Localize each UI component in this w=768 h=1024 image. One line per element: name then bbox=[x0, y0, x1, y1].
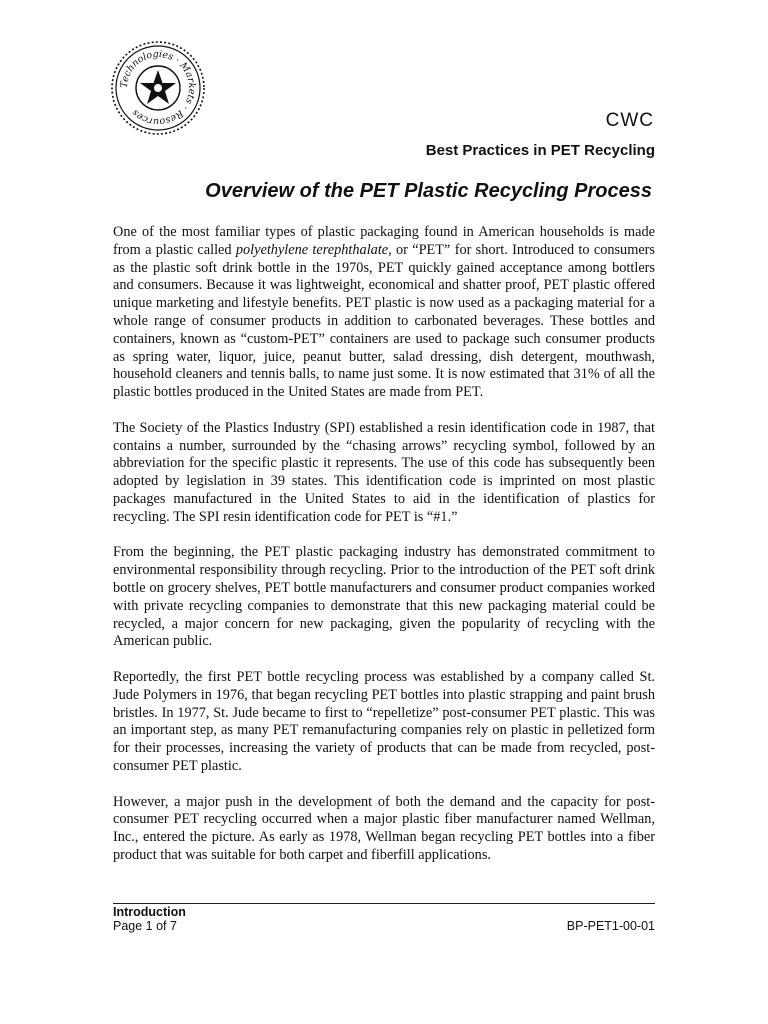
paragraph: However, a major push in the development of both the demand and the capacity for post-consumer PET recycling occurred when a major plastic fiber manufacturer named Wellman, Inc., entered the picture. As early as 1978, Wellman began recycling PET bottles into a fiber product that was suitable for both carpet and fiberfill applications. bbox=[113, 793, 655, 863]
paragraph: The Society of the Plastics Industry (SPI) established a resin identification code in 1987, that contains a number, surrounded by the “chasing arrows” recycling symbol, followed by an abbreviation for the specific plastic it represents. The use of this code has subsequently been adopted by legislation in 39 states. This identification code is imprinted on most plastic packages manufactured in the United States to aid in the identification of plastics for recycling. The SPI resin identification code for PET is “#1.” bbox=[113, 419, 655, 525]
footer-document-id: BP-PET1-00-01 bbox=[566, 919, 655, 933]
emphasized-term: polyethylene terephthalate bbox=[235, 241, 389, 258]
paragraph: Reportedly, the first PET bottle recycling process was established by a company called St. Jude Polymers in 1976, that began recycling PET bottles into plastic strapping and paint brush bristles. In 1977, St. Jude became to first to “repelletize” post-consumer PET plastic. This was an important step, as many PET remanufacturing companies rely on plastic in pelletized form for their processes, increasing the variety of products that can be made from recycled, post-consumer PET plastic. bbox=[113, 668, 655, 774]
footer-section-label: Introduction bbox=[113, 905, 186, 919]
paragraph: One of the most familiar types of plastic packaging found in American households is made from a plastic called polyethylene terephthalate, or “PET” for short. Introduced to consumers as the plastic soft drink bottle in the 1970s, PET quickly gained acceptance among bottlers and consumers. Because it was lightweight, economical and shatter proof, PET plastic offered unique marketing and lifestyle benefits. PET plastic is now used as a packaging material for a whole range of consumer products in addition to carbonated beverages. These bottles and containers, known as “custom-PET” containers are used to package such consumer products as spring water, liquor, juice, peanut butter, salad dressing, dish detergent, mouthwash, household cleaners and tennis balls, to name just some. It is now estimated that 31% of all the plastic bottles produced in the United States are made from PET. bbox=[113, 224, 655, 401]
footer-divider bbox=[113, 903, 655, 904]
organization-seal-logo bbox=[110, 40, 206, 136]
paragraph: From the beginning, the PET plastic packaging industry has demonstrated commitment to environmental responsibility through recycling. Prior to the introduction of the PET soft drink bottle on grocery shelves, PET bottle manufacturers and consumer product companies worked with private recycling companies to demonstrate that this new packaging material could be recycled, a major concern for new packaging, given the popularity of recycling with the American public. bbox=[113, 544, 655, 650]
svg-text:Technologies · Markets · Resou: Technologies · Markets · Resources bbox=[118, 48, 198, 128]
page-title: Overview of the PET Plastic Recycling Process bbox=[205, 180, 652, 202]
footer-page-number: Page 1 of 7 bbox=[113, 919, 177, 933]
document-body bbox=[113, 224, 655, 865]
organization-name: CWC bbox=[605, 110, 654, 131]
document-series-title: Best Practices in PET Recycling bbox=[425, 142, 655, 159]
